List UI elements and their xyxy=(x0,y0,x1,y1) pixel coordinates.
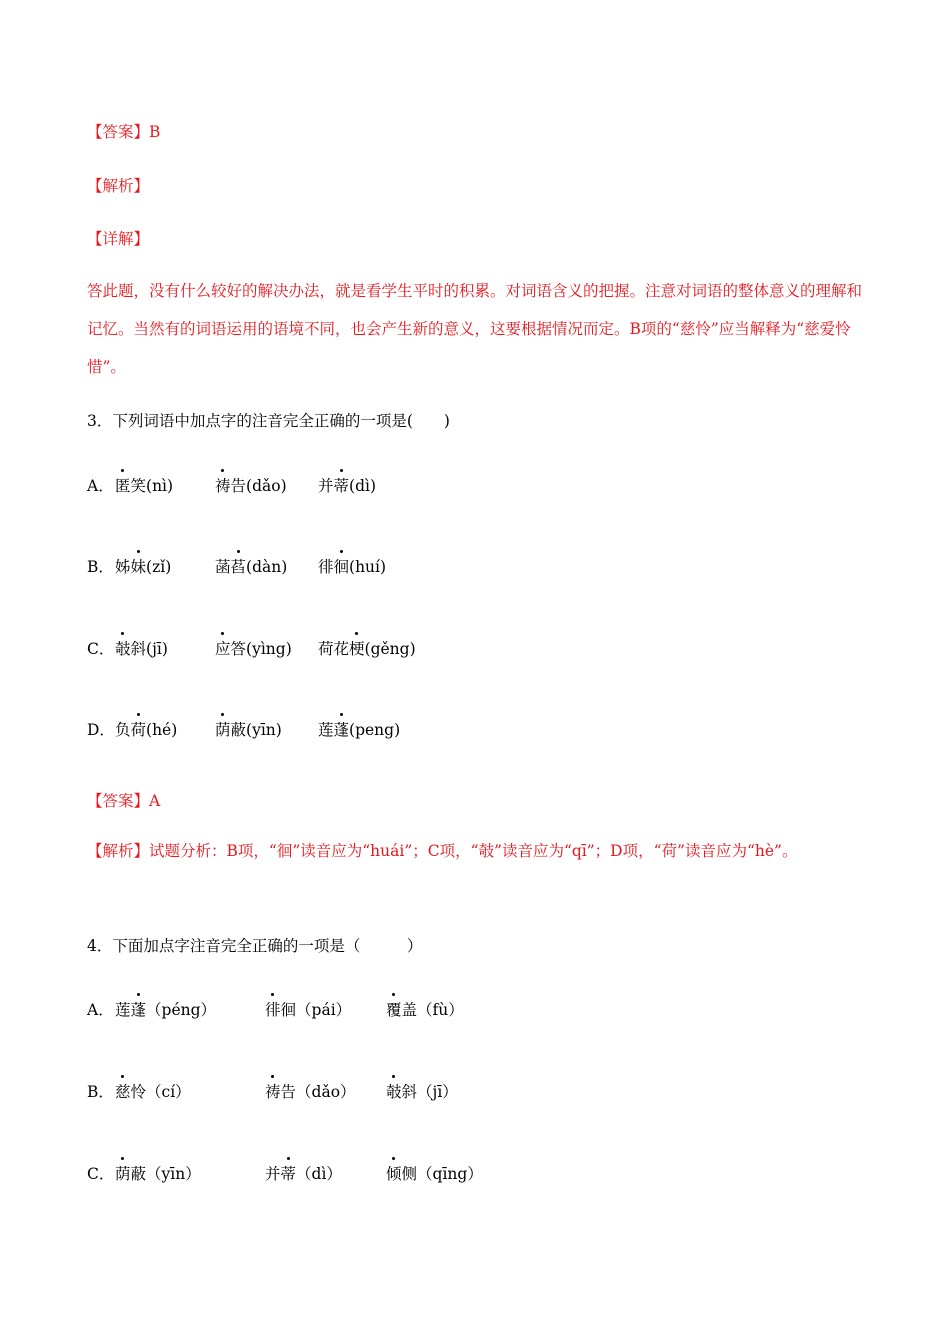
word-character: 侧 xyxy=(401,1165,418,1183)
word-character: 告 xyxy=(280,1083,297,1101)
option-word xyxy=(265,1162,342,1184)
word-character: 笑 xyxy=(130,477,147,495)
dotted-character: 蒂 xyxy=(334,474,350,496)
answer-label-q2: 【答案】B xyxy=(87,123,161,141)
pinyin-annotation: （dì） xyxy=(296,1165,342,1183)
option-word xyxy=(318,637,416,659)
dotted-character: 梗 xyxy=(349,637,365,659)
option-word xyxy=(215,637,292,659)
word-character: 告 xyxy=(230,477,247,495)
pinyin-annotation: (dàn) xyxy=(246,558,288,576)
word-character: 斜 xyxy=(401,1083,418,1101)
pinyin-annotation: (peng) xyxy=(349,721,401,739)
pinyin-annotation: （cí） xyxy=(146,1083,191,1101)
detail-explanation: 答此题，没有什么较好的解决办法，就是看学生平时的积累。对词语含义的把握。注意对词语的整体意义的理解和记忆。当然有的词语运用的语境不同，也会产生新的意义，这要根据情况而定。B项的“慈怜”应当解释为“慈爱怜惜”。 xyxy=(87,282,863,376)
word-character: 蔽 xyxy=(130,1165,147,1183)
word-character: 姊 xyxy=(115,558,131,576)
analysis-q3: 【解析】试题分析：B项，“徊”读音应为“huái”；C项，“攲”读音应为“qī”；D项，“荷”读音应为“hè”。 xyxy=(87,842,798,860)
dotted-character: 倾 xyxy=(386,1162,402,1184)
word-character: 菡 xyxy=(215,558,231,576)
pinyin-annotation: （dǎo） xyxy=(296,1083,356,1101)
dotted-character: 攲 xyxy=(386,1080,402,1102)
option-word xyxy=(386,1080,458,1102)
pinyin-annotation: （fù） xyxy=(417,1001,464,1019)
option-word xyxy=(115,637,168,659)
dotted-character: 荷 xyxy=(131,718,147,740)
pinyin-annotation: （qīng） xyxy=(417,1165,483,1183)
option-label: A． xyxy=(87,1001,114,1019)
option-word xyxy=(115,555,171,577)
option-word xyxy=(265,998,351,1020)
dotted-character: 徘 xyxy=(265,998,281,1020)
dotted-character: 荫 xyxy=(215,718,231,740)
option-label: C． xyxy=(87,640,115,658)
pinyin-annotation: (hé) xyxy=(146,721,178,739)
word-character: 荷花 xyxy=(318,640,350,658)
dotted-character: 覆 xyxy=(386,998,402,1020)
option-word xyxy=(215,555,287,577)
analysis-label-q2: 【解析】 xyxy=(87,177,150,195)
word-character: 并 xyxy=(265,1165,281,1183)
pinyin-annotation: (zǐ) xyxy=(146,558,172,576)
option-word xyxy=(215,718,282,740)
option-label: D． xyxy=(87,721,115,739)
word-character: 盖 xyxy=(401,1001,418,1019)
pinyin-annotation: （yīn） xyxy=(146,1165,201,1183)
option-label: C． xyxy=(87,1165,115,1183)
option-label: B． xyxy=(87,1083,114,1101)
option-label: A． xyxy=(87,477,114,495)
option-word xyxy=(386,998,464,1020)
dotted-character: 祷 xyxy=(215,474,231,496)
pinyin-annotation: (dì) xyxy=(349,477,377,495)
option-word xyxy=(318,474,376,496)
dotted-character: 攲 xyxy=(115,637,131,659)
pinyin-annotation: (dǎo) xyxy=(246,477,287,495)
pinyin-annotation: (yīn) xyxy=(246,721,282,739)
pinyin-annotation: (nì) xyxy=(146,477,174,495)
option-word xyxy=(265,1080,356,1102)
option-word xyxy=(318,555,386,577)
dotted-character: 祷 xyxy=(265,1080,281,1102)
word-character: 怜 xyxy=(130,1083,147,1101)
dotted-character: 蓬 xyxy=(131,998,147,1020)
option-word xyxy=(115,1080,191,1102)
detail-label-q2: 【详解】 xyxy=(87,230,150,248)
option-label: B． xyxy=(87,558,114,576)
pinyin-annotation: (yìng) xyxy=(246,640,292,658)
option-word xyxy=(115,474,173,496)
option-word xyxy=(115,1162,201,1184)
dotted-character: 萏 xyxy=(231,555,247,577)
dotted-character: 荫 xyxy=(115,1162,131,1184)
pinyin-annotation: （pái） xyxy=(296,1001,352,1019)
dotted-character: 匿 xyxy=(115,474,131,496)
pinyin-annotation: (gěng) xyxy=(364,640,416,658)
pinyin-annotation: (huí) xyxy=(349,558,387,576)
answer-label-q3: 【答案】A xyxy=(87,792,161,810)
word-character: 答 xyxy=(230,640,247,658)
question-3-stem: 3．下列词语中加点字的注音完全正确的一项是( ) xyxy=(87,412,450,430)
word-character: 莲 xyxy=(318,721,334,739)
dotted-character: 应 xyxy=(215,637,231,659)
pinyin-annotation: (jī) xyxy=(146,640,168,658)
option-word xyxy=(115,998,216,1020)
option-word xyxy=(115,718,177,740)
word-character: 徊 xyxy=(280,1001,297,1019)
word-character: 并 xyxy=(318,477,334,495)
dotted-character: 蒂 xyxy=(281,1162,297,1184)
word-character: 斜 xyxy=(130,640,147,658)
option-word xyxy=(215,474,287,496)
option-word xyxy=(386,1162,483,1184)
question-4-stem: 4．下面加点字注音完全正确的一项是（ ） xyxy=(87,937,423,955)
dotted-character: 蓬 xyxy=(334,718,350,740)
word-character: 徘 xyxy=(318,558,334,576)
option-word xyxy=(318,718,400,740)
dotted-character: 妹 xyxy=(131,555,147,577)
word-character: 负 xyxy=(115,721,131,739)
pinyin-annotation: （péng） xyxy=(146,1001,217,1019)
dotted-character: 慈 xyxy=(115,1080,131,1102)
word-character: 莲 xyxy=(115,1001,131,1019)
word-character: 蔽 xyxy=(230,721,247,739)
pinyin-annotation: （jī） xyxy=(417,1083,458,1101)
dotted-character: 徊 xyxy=(334,555,350,577)
